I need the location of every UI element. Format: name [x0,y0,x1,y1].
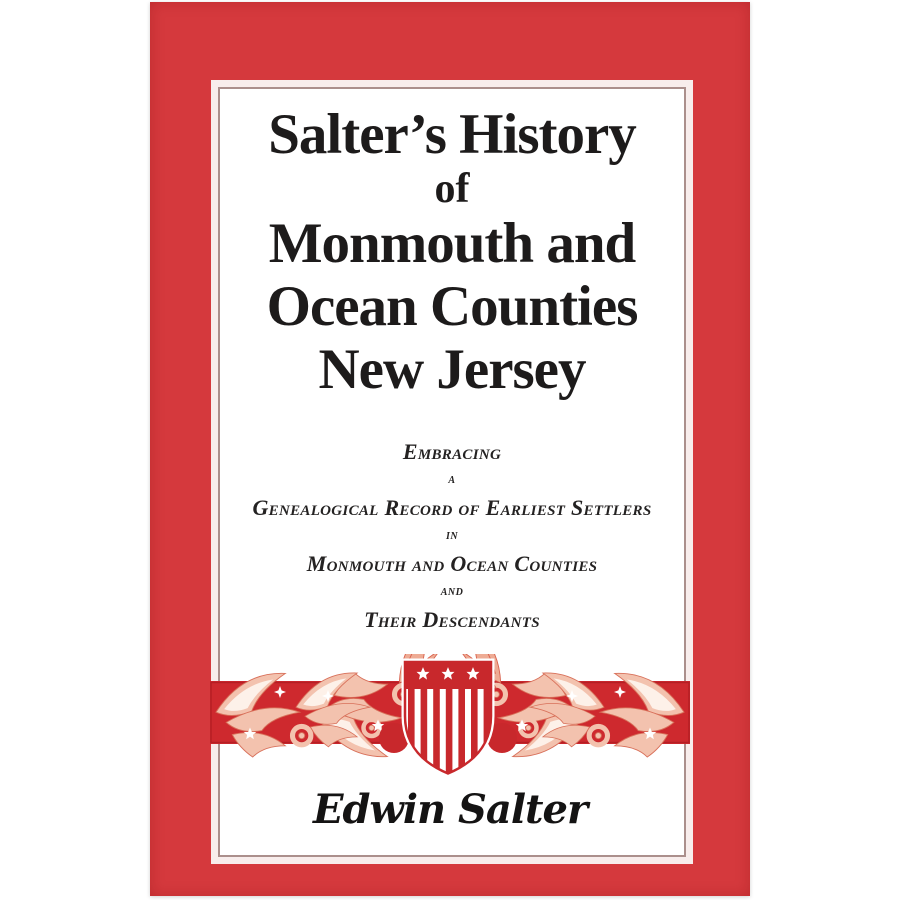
book-title [220,103,684,401]
banner-art [208,654,692,804]
subtitle-line: Genealogical Record of Earliest Settlers [252,495,652,520]
title-line: Monmouth and [268,212,636,275]
title-line: New Jersey [318,338,586,401]
subtitle-line: Embracing [402,439,502,464]
subtitle-line: and [440,584,464,599]
title-line: Salter’s History [268,103,636,166]
subtitle-line: in [445,528,459,543]
title-line: of [434,166,470,212]
book-subtitle [220,433,684,638]
subtitle-line: Their Descendants [364,607,540,632]
title-line: Ocean Counties [266,275,638,338]
stars-and-stripes-banner-ornament [208,654,692,804]
heraldic-shield-icon [403,660,493,779]
subtitle-line: a [448,472,456,487]
book-cover [150,2,750,896]
author-name: Edwin Salter [312,786,588,833]
subtitle-line: Monmouth and Ocean Counties [306,551,598,576]
